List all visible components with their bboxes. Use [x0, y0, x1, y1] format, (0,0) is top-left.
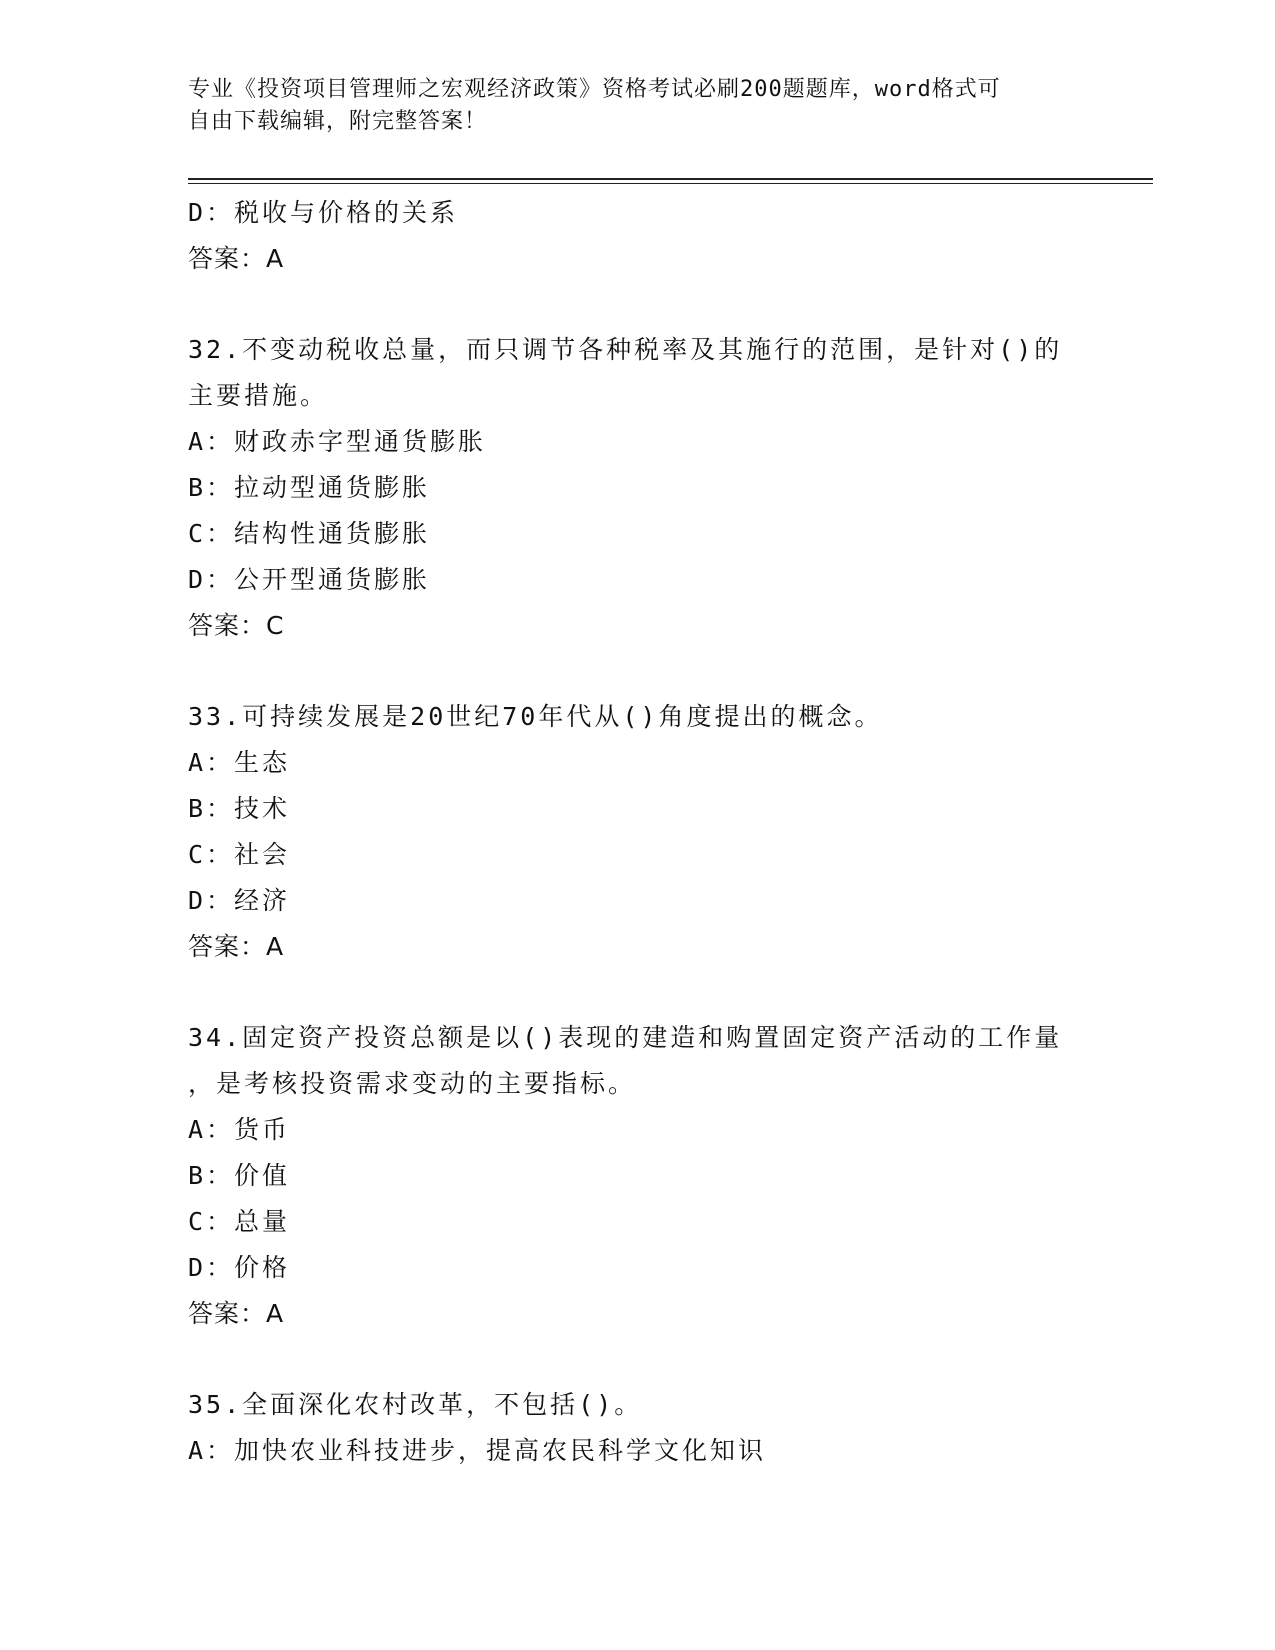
header-line-2: 自由下载编辑，附完整答案！: [188, 109, 488, 134]
question-stem: 34.固定资产投资总额是以()表现的建造和购置固定资产活动的工作量: [188, 1023, 1063, 1052]
option-a: A：货币: [188, 1115, 291, 1144]
option-d: D：经济: [188, 886, 291, 915]
question-35: [188, 1382, 1088, 1474]
option-b: B：拉动型通货膨胀: [188, 473, 431, 502]
question-32: [188, 327, 1088, 649]
answer: 答案：A: [188, 1299, 285, 1328]
option-a: A：生态: [188, 748, 291, 777]
header-line-1: 专业《投资项目管理师之宏观经济政策》资格考试必刷200题题库，word格式可: [188, 77, 1001, 102]
option-d: D：公开型通货膨胀: [188, 565, 431, 594]
option-a: A：加快农业科技进步，提高农民科学文化知识: [188, 1436, 767, 1465]
option-c: C：总量: [188, 1207, 291, 1236]
option-c: C：结构性通货膨胀: [188, 519, 431, 548]
header-divider-thin: [188, 183, 1153, 184]
prev-answer: 答案：A: [188, 244, 285, 273]
header-divider-thick: [188, 178, 1153, 180]
option-b: B：技术: [188, 794, 291, 823]
question-stem: 32.不变动税收总量，而只调节各种税率及其施行的范围，是针对()的: [188, 335, 1063, 364]
document-header: [188, 74, 1068, 138]
option-c: C：社会: [188, 840, 291, 869]
question-stem: 35.全面深化农村改革，不包括()。: [188, 1390, 643, 1419]
question-stem-continued: ，是考核投资需求变动的主要指标。: [188, 1069, 637, 1098]
question-33: [188, 694, 1088, 970]
question-list: [188, 190, 1088, 1474]
question-stem-continued: 主要措施。: [188, 381, 329, 410]
option-d: D：价格: [188, 1253, 291, 1282]
question-stem: 33.可持续发展是20世纪70年代从()角度提出的概念。: [188, 702, 883, 731]
answer: 答案：A: [188, 932, 285, 961]
option-b: B：价值: [188, 1161, 291, 1190]
option-a: A：财政赤字型通货膨胀: [188, 427, 487, 456]
question-34: [188, 1015, 1088, 1337]
answer: 答案：C: [188, 611, 285, 640]
prev-option-d: D：税收与价格的关系: [188, 198, 459, 227]
